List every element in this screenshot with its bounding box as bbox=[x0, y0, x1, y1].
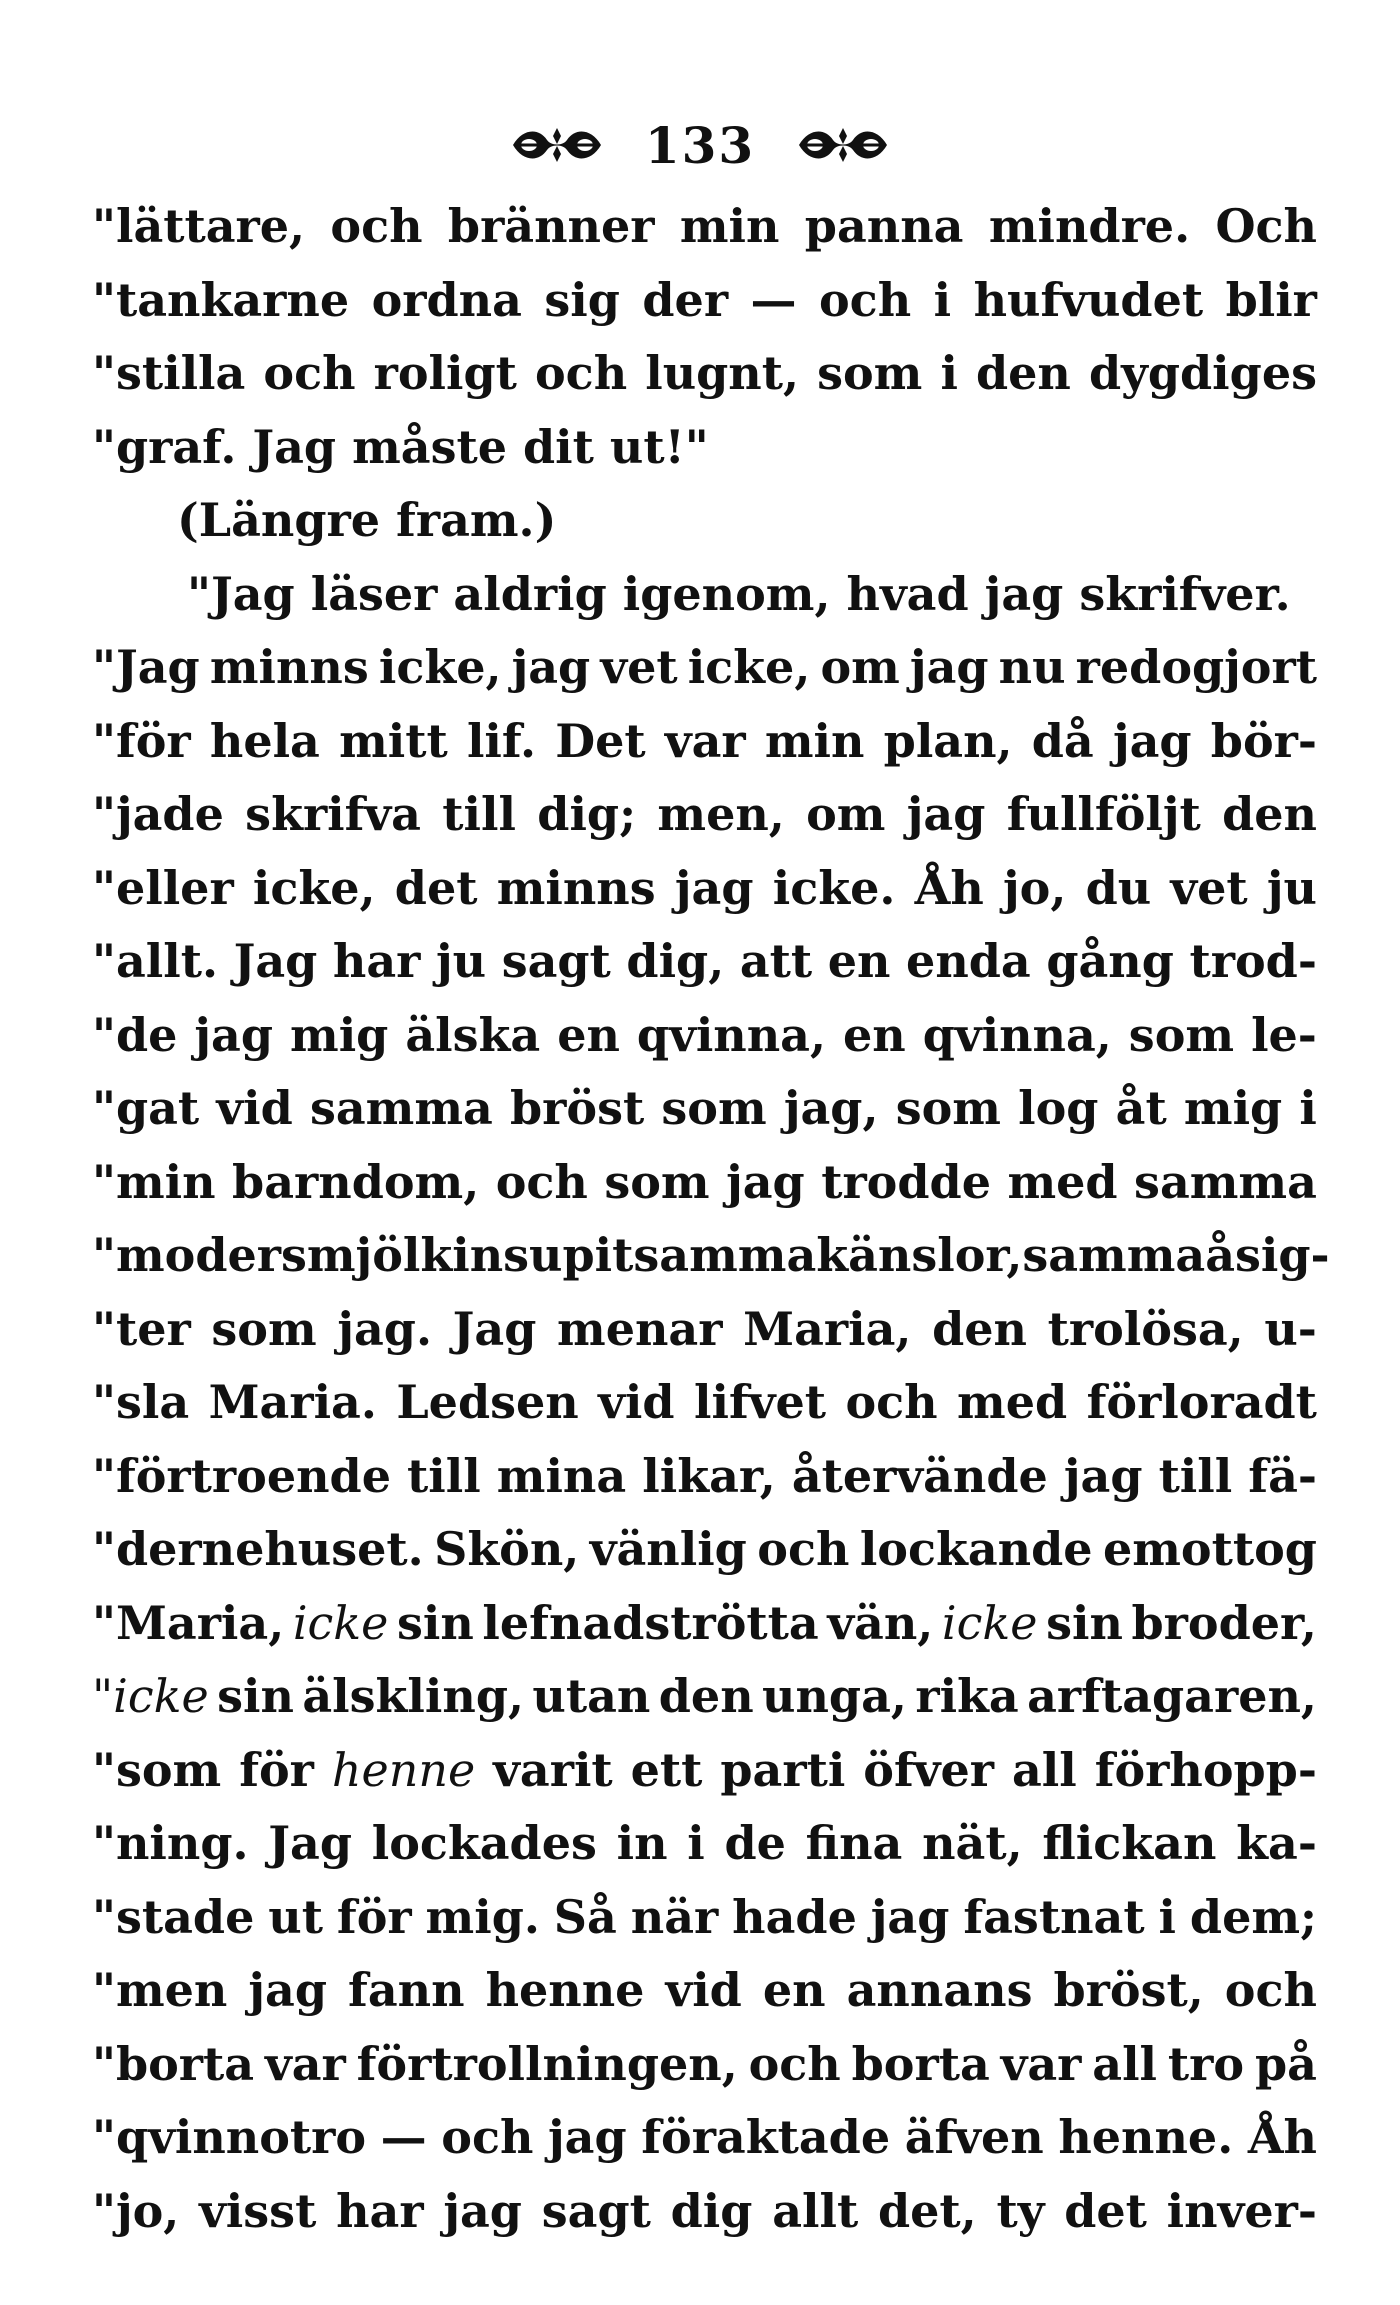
word: i bbox=[940, 346, 958, 400]
word: (Längre bbox=[177, 493, 381, 547]
text-line bbox=[92, 1807, 1317, 1881]
word: läser bbox=[310, 566, 438, 621]
word: "förtroende bbox=[92, 1448, 391, 1503]
word: åt bbox=[1115, 1081, 1167, 1135]
text-line bbox=[92, 2101, 1317, 2175]
word: som bbox=[604, 1154, 710, 1209]
word: vänlig bbox=[589, 1522, 747, 1576]
word: en bbox=[762, 1963, 826, 2017]
word bbox=[92, 1660, 209, 1734]
word: fastnat bbox=[963, 1889, 1145, 1944]
word: menar bbox=[557, 1301, 723, 1356]
word: jag bbox=[674, 860, 754, 915]
word: fram.) bbox=[396, 493, 557, 547]
word: förhopp- bbox=[1094, 1742, 1317, 1797]
word: samma bbox=[633, 1228, 817, 1282]
word bbox=[942, 1587, 1038, 1661]
word: "graf. bbox=[92, 419, 237, 474]
word: har bbox=[332, 934, 421, 988]
word: "stilla bbox=[92, 346, 246, 400]
word: ju bbox=[1266, 860, 1317, 915]
word: en bbox=[827, 934, 891, 988]
text-line bbox=[92, 925, 1317, 999]
word: förloradt bbox=[1086, 1375, 1317, 1429]
word: älska bbox=[405, 1007, 541, 1062]
word: minns bbox=[496, 860, 656, 915]
word: emottog bbox=[1102, 1522, 1317, 1576]
word: för bbox=[336, 1889, 412, 1944]
text-line bbox=[92, 411, 1317, 485]
word: dig, bbox=[626, 934, 725, 988]
word: samma bbox=[309, 1081, 493, 1135]
word: varit bbox=[493, 1742, 613, 1797]
word: enda bbox=[906, 934, 1031, 988]
word: "lättare, bbox=[92, 199, 306, 253]
word: en bbox=[557, 1007, 620, 1062]
word: mig bbox=[290, 1007, 389, 1062]
word: minns bbox=[209, 640, 369, 694]
word: all bbox=[1011, 1742, 1077, 1797]
word: — bbox=[750, 272, 797, 327]
word: likar, bbox=[642, 1448, 776, 1503]
word: mig. bbox=[425, 1889, 540, 1944]
word: jag bbox=[870, 1889, 950, 1944]
word: mitt bbox=[339, 713, 448, 768]
word: Ledsen bbox=[396, 1375, 579, 1429]
word: lockande bbox=[859, 1522, 1093, 1576]
word: till bbox=[407, 1448, 481, 1503]
word: ka- bbox=[1236, 1816, 1317, 1870]
word: om bbox=[820, 640, 900, 694]
word: qvinna, bbox=[636, 1007, 826, 1062]
word: när bbox=[630, 1889, 719, 1944]
word: lockades bbox=[371, 1816, 597, 1870]
word: min bbox=[679, 199, 780, 253]
word: på bbox=[1254, 2036, 1317, 2091]
word: att bbox=[739, 934, 813, 988]
word: mina bbox=[496, 1448, 627, 1503]
word: Så bbox=[553, 1889, 617, 1944]
word: var bbox=[264, 2036, 346, 2091]
word: i bbox=[1158, 1889, 1176, 1944]
word: "min bbox=[92, 1154, 216, 1209]
word: fann bbox=[348, 1963, 465, 2017]
word: borta bbox=[851, 2036, 990, 2091]
word: "dernehuset. bbox=[92, 1522, 424, 1576]
word: föraktade bbox=[641, 2110, 891, 2164]
word: dig bbox=[670, 2183, 753, 2238]
word: vid bbox=[665, 1963, 742, 2017]
word: sagt bbox=[501, 934, 611, 988]
word: lugnt, bbox=[645, 346, 800, 400]
word: min bbox=[764, 713, 865, 768]
word: Och bbox=[1215, 199, 1317, 253]
word: nät, bbox=[922, 1816, 1023, 1870]
word: Åh bbox=[1247, 2110, 1317, 2164]
word: "ter bbox=[92, 1301, 191, 1356]
word: känslor, bbox=[816, 1228, 1023, 1282]
text-line bbox=[92, 337, 1317, 411]
text-line bbox=[92, 705, 1317, 779]
body-text bbox=[92, 190, 1330, 2248]
word: och bbox=[748, 2036, 841, 2091]
page-number: 133 bbox=[644, 115, 756, 175]
word: Åh bbox=[914, 860, 984, 915]
word: hade bbox=[732, 1889, 857, 1944]
text-line bbox=[92, 558, 1317, 632]
word: för bbox=[239, 1742, 314, 1797]
word: bröst bbox=[509, 1081, 645, 1135]
word: med bbox=[1007, 1154, 1118, 1209]
word: du bbox=[1085, 860, 1152, 915]
word: allt bbox=[772, 2183, 859, 2238]
word: in bbox=[616, 1816, 668, 1870]
word: Jag bbox=[452, 1301, 537, 1356]
word: och bbox=[263, 346, 356, 400]
word: och bbox=[819, 272, 912, 327]
word: aldrig bbox=[453, 566, 607, 621]
word: icke. bbox=[772, 860, 896, 915]
italic-word: icke bbox=[292, 1595, 389, 1650]
word: igenom, bbox=[622, 566, 831, 621]
word: qvinna, bbox=[922, 1007, 1112, 1062]
word: "för bbox=[92, 713, 191, 768]
word: och bbox=[845, 1375, 938, 1429]
word: flickan bbox=[1042, 1816, 1217, 1870]
word: vet bbox=[1170, 860, 1248, 915]
word: Jag bbox=[268, 1816, 352, 1870]
word: i bbox=[1299, 1081, 1317, 1135]
word: Jag bbox=[252, 419, 337, 474]
text-line bbox=[92, 1881, 1317, 1955]
word: jag bbox=[909, 640, 989, 694]
word: som bbox=[817, 346, 923, 400]
word: icke, bbox=[378, 640, 502, 694]
word bbox=[293, 1587, 389, 1661]
word: till bbox=[442, 787, 516, 841]
word: roligt bbox=[373, 346, 517, 400]
word: och bbox=[535, 346, 628, 400]
word: som bbox=[895, 1081, 1001, 1135]
word: sin bbox=[397, 1595, 474, 1650]
word: "de bbox=[92, 1007, 178, 1062]
word: icke, bbox=[687, 640, 811, 694]
word: utan bbox=[532, 1669, 651, 1723]
word: vid bbox=[598, 1375, 675, 1429]
word: all bbox=[1092, 2036, 1158, 2091]
word: älskling, bbox=[302, 1669, 524, 1723]
word: dygdiges bbox=[1088, 346, 1317, 400]
word: "Jag bbox=[187, 566, 295, 621]
italic-word: henne bbox=[331, 1742, 476, 1797]
page-header bbox=[0, 110, 1400, 180]
word: icke, bbox=[252, 860, 376, 915]
word: "qvinnotro bbox=[92, 2110, 367, 2164]
word: måste bbox=[352, 419, 507, 474]
word: och bbox=[330, 199, 423, 253]
word: redogjort bbox=[1075, 640, 1317, 694]
word: trolösa, bbox=[1047, 1301, 1244, 1356]
word: Jag bbox=[233, 934, 318, 988]
word: vet bbox=[600, 640, 678, 694]
word bbox=[332, 1734, 475, 1808]
text-line bbox=[92, 1072, 1317, 1146]
word: återvände bbox=[791, 1448, 1048, 1503]
word: fina bbox=[805, 1816, 903, 1870]
text-line bbox=[92, 852, 1317, 926]
word: insupit bbox=[452, 1228, 634, 1282]
word: de bbox=[724, 1816, 786, 1870]
word: hvad bbox=[846, 566, 969, 621]
word: skrifver. bbox=[1079, 566, 1291, 621]
word: Maria. bbox=[208, 1375, 377, 1429]
word: "Maria, bbox=[92, 1595, 285, 1650]
text-line bbox=[92, 1293, 1317, 1367]
word: unga, bbox=[762, 1669, 907, 1723]
word: och bbox=[757, 1522, 850, 1576]
word: bränner bbox=[447, 199, 655, 253]
word: mindre. bbox=[988, 199, 1191, 253]
text-line bbox=[92, 778, 1317, 852]
word: till bbox=[1158, 1448, 1233, 1503]
ornament-icon bbox=[509, 122, 605, 168]
word: dit bbox=[523, 419, 594, 474]
word: fullföljt bbox=[1006, 787, 1201, 841]
word: samma bbox=[1134, 1154, 1317, 1209]
word: samma bbox=[1022, 1228, 1206, 1282]
word: ut bbox=[268, 1889, 323, 1944]
word: "tankarne bbox=[92, 272, 350, 327]
word: sin bbox=[1046, 1595, 1123, 1650]
word: lefnadströtta bbox=[482, 1595, 819, 1650]
word: skrifva bbox=[245, 787, 421, 841]
word: dem; bbox=[1189, 1889, 1317, 1944]
word: har bbox=[336, 2183, 424, 2238]
word: blir bbox=[1225, 272, 1317, 327]
word: bröst, bbox=[1053, 1963, 1204, 2017]
word: "gat bbox=[92, 1081, 200, 1135]
word: ett bbox=[630, 1742, 703, 1797]
word: vid bbox=[216, 1081, 293, 1135]
text-line bbox=[92, 190, 1317, 264]
word: tro bbox=[1167, 2036, 1245, 2091]
word: u- bbox=[1264, 1301, 1317, 1356]
word: Det bbox=[555, 713, 646, 768]
word: rika bbox=[915, 1669, 1019, 1723]
word: det bbox=[394, 860, 478, 915]
word: "men bbox=[92, 1963, 228, 2017]
word: mig bbox=[1183, 1081, 1283, 1135]
word: "borta bbox=[92, 2036, 255, 2091]
word: nu bbox=[998, 640, 1066, 694]
word: gång bbox=[1046, 934, 1174, 988]
word: den bbox=[932, 1301, 1027, 1356]
word: broder, bbox=[1131, 1595, 1317, 1650]
word: ju bbox=[436, 934, 487, 988]
word: hela bbox=[209, 713, 320, 768]
word: den bbox=[976, 346, 1071, 400]
word: jag. bbox=[337, 1301, 432, 1356]
word: "som bbox=[92, 1742, 222, 1797]
word: plan, bbox=[883, 713, 1013, 768]
word: och bbox=[1224, 1963, 1317, 2017]
text-line bbox=[92, 999, 1317, 1073]
word: jag bbox=[443, 2183, 522, 2238]
text-line bbox=[92, 1146, 1317, 1220]
word: sig bbox=[544, 272, 620, 327]
word: men, bbox=[657, 787, 785, 841]
text-line bbox=[92, 1734, 1317, 1808]
text-line bbox=[92, 1954, 1317, 2028]
word: "eller bbox=[92, 860, 234, 915]
word: henne bbox=[485, 1963, 645, 2017]
word: var bbox=[664, 713, 746, 768]
text-line bbox=[92, 2175, 1317, 2249]
word: dig; bbox=[537, 787, 637, 841]
word: trod- bbox=[1189, 934, 1317, 988]
word: trodde bbox=[821, 1154, 991, 1209]
word: ty bbox=[996, 2183, 1045, 2238]
text-line bbox=[92, 264, 1317, 338]
word: inver- bbox=[1166, 2183, 1317, 2238]
word: sin bbox=[217, 1669, 294, 1723]
text-line bbox=[92, 2028, 1317, 2102]
word: "jade bbox=[92, 787, 224, 841]
word: och bbox=[495, 1154, 588, 1209]
word: jag bbox=[548, 2110, 627, 2164]
word: jag, bbox=[783, 1081, 879, 1135]
text-line bbox=[92, 1660, 1317, 1734]
word: lif. bbox=[466, 713, 537, 768]
word: det bbox=[1064, 2183, 1147, 2238]
word: bör- bbox=[1210, 713, 1317, 768]
word: med bbox=[957, 1375, 1068, 1429]
ornament-icon bbox=[795, 122, 891, 168]
word: jag bbox=[906, 787, 986, 841]
word: och bbox=[441, 2110, 534, 2164]
word: panna bbox=[804, 199, 964, 253]
text-line bbox=[92, 1513, 1317, 1587]
word: Skön, bbox=[434, 1522, 580, 1576]
word: "modersmjölk bbox=[92, 1228, 453, 1282]
word: som bbox=[1128, 1007, 1235, 1062]
word: jag bbox=[194, 1007, 274, 1062]
word: "allt. bbox=[92, 934, 218, 988]
word: "sla bbox=[92, 1375, 190, 1429]
text-line bbox=[92, 631, 1317, 705]
word: den bbox=[658, 1669, 754, 1723]
word: "Jag bbox=[92, 640, 200, 694]
text-line bbox=[92, 484, 1317, 558]
text-line bbox=[92, 1587, 1317, 1661]
text-line bbox=[92, 1219, 1330, 1293]
word: som bbox=[661, 1081, 767, 1135]
word: parti bbox=[720, 1742, 846, 1797]
word: var bbox=[1000, 2036, 1082, 2091]
word: sagt bbox=[541, 2183, 651, 2238]
word: äfven bbox=[904, 2110, 1044, 2164]
italic-word: "icke bbox=[92, 1669, 209, 1723]
word: log bbox=[1018, 1081, 1099, 1135]
word: annans bbox=[846, 1963, 1033, 2017]
word: det, bbox=[878, 2183, 977, 2238]
word: Maria, bbox=[743, 1301, 912, 1356]
word: lifvet bbox=[694, 1375, 826, 1429]
text-line bbox=[92, 1440, 1317, 1514]
word: som bbox=[211, 1301, 317, 1356]
word: den bbox=[1222, 787, 1317, 841]
word: "jo, bbox=[92, 2183, 180, 2238]
word: "ning. bbox=[92, 1816, 249, 1870]
word: — bbox=[380, 2110, 427, 2164]
word: fä- bbox=[1248, 1448, 1317, 1503]
word: förtrollningen, bbox=[356, 2036, 738, 2091]
word: jag bbox=[248, 1963, 328, 2017]
text-line bbox=[92, 1366, 1317, 1440]
italic-word: icke bbox=[941, 1595, 1038, 1650]
word: öfver bbox=[863, 1742, 994, 1797]
word: visst bbox=[199, 2183, 317, 2238]
word: då bbox=[1031, 713, 1094, 768]
word: jag bbox=[511, 640, 591, 694]
word: "stade bbox=[92, 1889, 255, 1944]
word: ordna bbox=[371, 272, 522, 327]
word: i bbox=[687, 1816, 705, 1870]
word: åsig- bbox=[1205, 1228, 1330, 1282]
word: jag bbox=[726, 1154, 805, 1209]
word: vän, bbox=[827, 1595, 934, 1650]
word: arftagaren, bbox=[1027, 1669, 1317, 1723]
word: hufvudet bbox=[973, 272, 1204, 327]
word: henne. bbox=[1058, 2110, 1234, 2164]
word: jag bbox=[984, 566, 1064, 621]
word: jag bbox=[1063, 1448, 1143, 1503]
word: jo, bbox=[1003, 860, 1067, 915]
word: om bbox=[806, 787, 886, 841]
word: le- bbox=[1251, 1007, 1317, 1062]
word: der bbox=[642, 272, 729, 327]
word: en bbox=[843, 1007, 906, 1062]
word: barndom, bbox=[232, 1154, 480, 1209]
word: ut!" bbox=[609, 419, 709, 474]
word: i bbox=[933, 272, 952, 327]
word: jag bbox=[1112, 713, 1192, 768]
